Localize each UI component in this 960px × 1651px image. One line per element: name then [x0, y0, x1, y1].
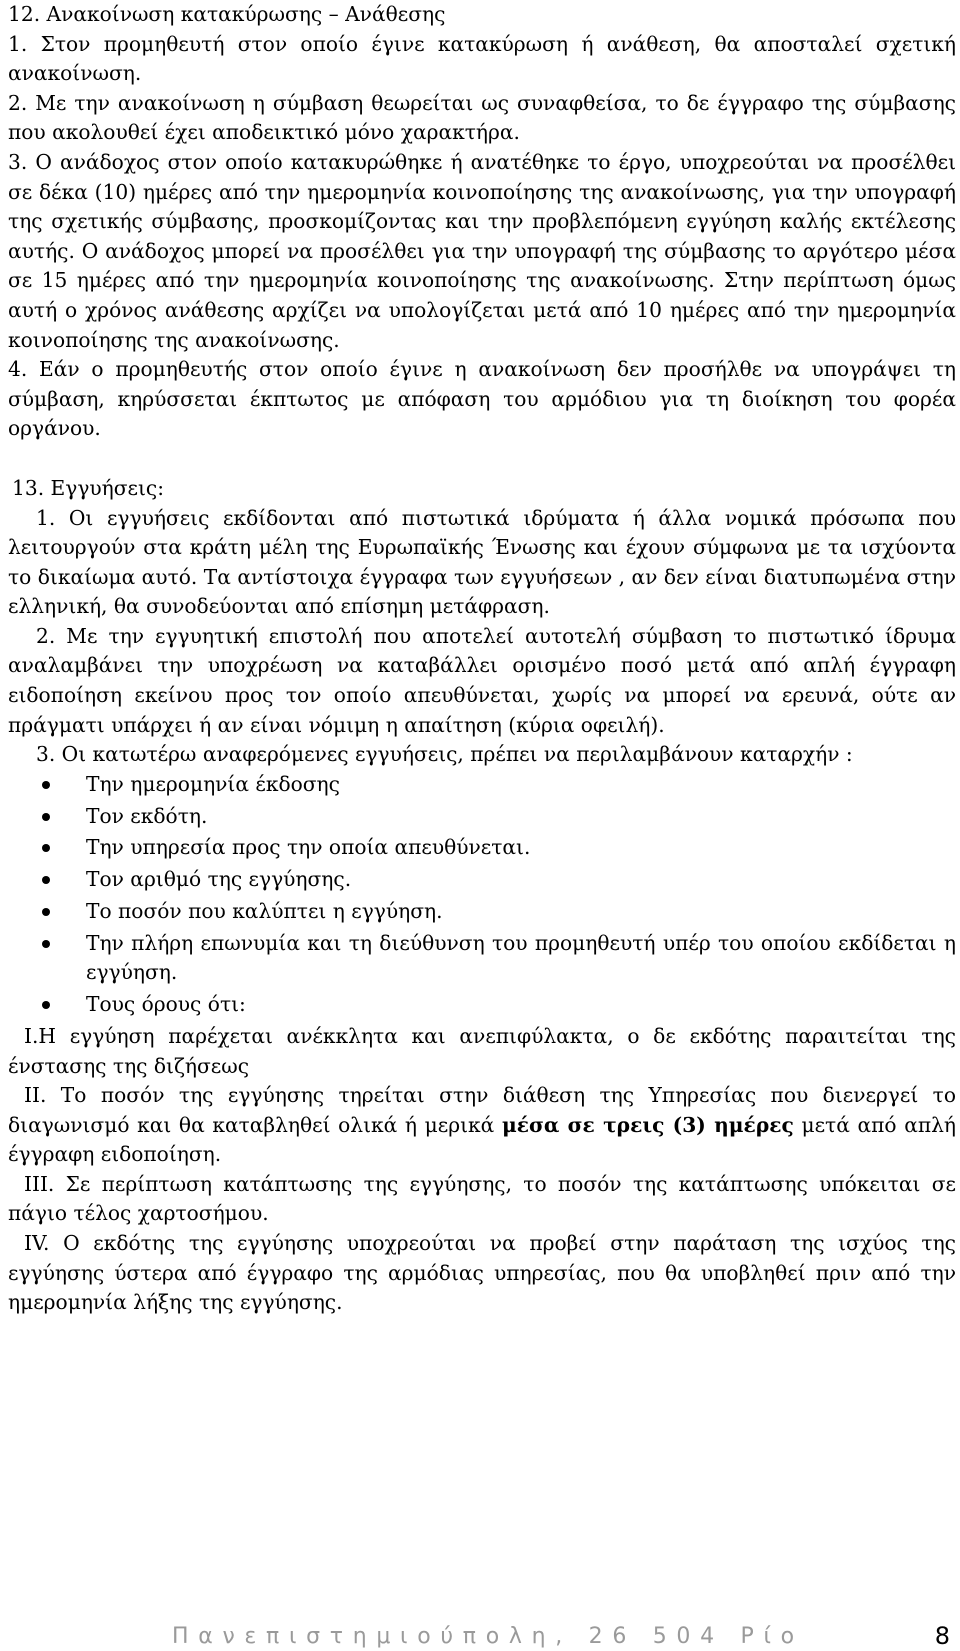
guarantee-contents-list	[8, 770, 956, 1020]
section-12-paragraph-1: 1. Στον προμηθευτή στον οποίο έγινε κατακύρωση ή ανάθεση, θα αποσταλεί σχετική ανακοίνωση.	[8, 31, 956, 86]
section-12-paragraph-4: 4. Εάν ο προμηθευτής στον οποίο έγινε η ανακοίνωση δεν προσήλθε να υπογράψει τη σύμβαση, κηρύσσεται έκπτωτος με απόφαση του αρμόδιου για τη διοίκηση του φορέα οργάνου.	[8, 357, 956, 441]
section-spacer	[8, 444, 956, 474]
bullet-icon	[42, 781, 50, 789]
section-13-paragraph-3: 3. Οι κατωτέρω αναφερόμενες εγγυήσεις, πρέπει να περιλαμβάνουν καταρχήν :	[36, 742, 853, 767]
roman-item-ii: ΙΙ. Το ποσόν της εγγύησης τηρείται στην διάθεση της Υπηρεσίας που διενεργεί το διαγωνισμό και θα καταβληθεί ολικά ή μερικά μέσα σε τρεις (3) ημέρες μετά από απλή έγγραφη ειδοποίηση.	[8, 1083, 956, 1167]
section-13-paragraph-2: 2. Με την εγγυητική επιστολή που αποτελεί αυτοτελή σύμβαση το πιστωτικό ίδρυμα αναλαμβάνει την υποχρέωση να καταβάλλει ορισμένο ποσό μετά από απλή έγγραφη ειδοποίηση εκείνου προς τον οποίο απευθύνεται, χωρίς να μπορεί να ερευνά, ούτε αν πράγματι υπάρχει ή αν είναι νόμιμη η απαίτηση (κύρια οφειλή).	[8, 623, 956, 737]
roman-item-iii: ΙΙΙ. Σε περίπτωση κατάπτωσης της εγγύησης, το ποσόν της κατάπτωσης υπόκειται σε πάγιο τέλος χαρτοσήμου.	[8, 1171, 956, 1226]
page-number: 8	[934, 1622, 950, 1650]
bullet-icon	[42, 844, 50, 852]
section-13-heading: 13. Εγγυήσεις:	[12, 475, 165, 500]
list-item: Την ημερομηνία έκδοσης	[8, 770, 956, 800]
roman-item-iv: ΙV. Ο εκδότης της εγγύησης υποχρεούται να προβεί στην παράταση της ισχύος της εγγύησης ύστερα από έγγραφο της αρμόδιας υπηρεσίας, που θα υποβληθεί πριν από την ημερομηνία λήξης της εγγύησης.	[8, 1231, 956, 1315]
section-12-paragraph-3: 3. Ο ανάδοχος στον οποίο κατακυρώθηκε ή ανατέθηκε το έργο, υποχρεούται να προσέλθει σε δέκα (10) ημέρες από την ημερομηνία κοινοποίησης της ανακοίνωσης, για την υπογραφή της σχετικής σύμβασης, προσκομίζοντας και την προβλεπόμενη εγγύηση καλής εκτέλεσης αυτής. Ο ανάδοχος μπορεί να προσέλθει για την υπογραφή της σύμβασης το αργότερο μέσα σε 15 ημέρες από την ημερομηνία κοινοποίησης της ανακοίνωσης. Στην περίπτωση όμως αυτή ο χρόνος ανάθεσης αρχίζει να υπολογίζεται μετά από 10 ημέρες από την ημερομηνία κοινοποίησης της ανακοίνωσης.	[8, 149, 956, 352]
bullet-icon	[42, 876, 50, 884]
section-12-heading: 12. Ανακοίνωση κατακύρωσης – Ανάθεσης	[8, 2, 446, 26]
list-item: Το ποσόν που καλύπτει η εγγύηση.	[8, 897, 956, 927]
footer-address: Πανεπιστημιούπολη, 26 504 Ρίο	[172, 1624, 804, 1649]
list-item: Την πλήρη επωνυμία και τη διεύθυνση του προμηθευτή υπέρ του οποίου εκδίδεται η εγγύηση.	[8, 929, 956, 988]
deadline-emphasis: μέσα σε τρεις (3) ημέρες	[501, 1112, 794, 1137]
bullet-icon	[42, 813, 50, 821]
bullet-icon	[42, 908, 50, 916]
list-item: Τους όρους ότι:	[8, 990, 956, 1020]
bullet-icon	[42, 940, 50, 948]
list-item: Τον εκδότη.	[8, 802, 956, 832]
section-12-paragraph-2: 2. Με την ανακοίνωση η σύμβαση θεωρείται ως συναφθείσα, το δε έγγραφο της σύμβασης που ακολουθεί έχει αποδεικτικό μόνο χαρακτήρα.	[8, 90, 956, 145]
bullet-icon	[42, 1001, 50, 1009]
list-item: Την υπηρεσία προς την οποία απευθύνεται.	[8, 833, 956, 863]
roman-item-i: Ι.Η εγγύηση παρέχεται ανέκκλητα και ανεπιφύλακτα, ο δε εκδότης παραιτείται της ένστασης της διζήσεως	[8, 1023, 956, 1078]
list-item: Τον αριθμό της εγγύησης.	[8, 865, 956, 895]
document-page	[8, 0, 956, 1318]
section-13-paragraph-1: 1. Οι εγγυήσεις εκδίδονται από πιστωτικά ιδρύματα ή άλλα νομικά πρόσωπα που λειτουργούν στα κράτη μέλη της Ευρωπαϊκής Ένωσης και έχουν σύμφωνα με τα ισχύοντα το δικαίωμα αυτό. Τα αντίστοιχα έγγραφα των εγγυήσεων , αν δεν είναι διατυπωμένα στην ελληνική, θα συνοδεύονται από επίσημη μετάφραση.	[8, 505, 956, 619]
